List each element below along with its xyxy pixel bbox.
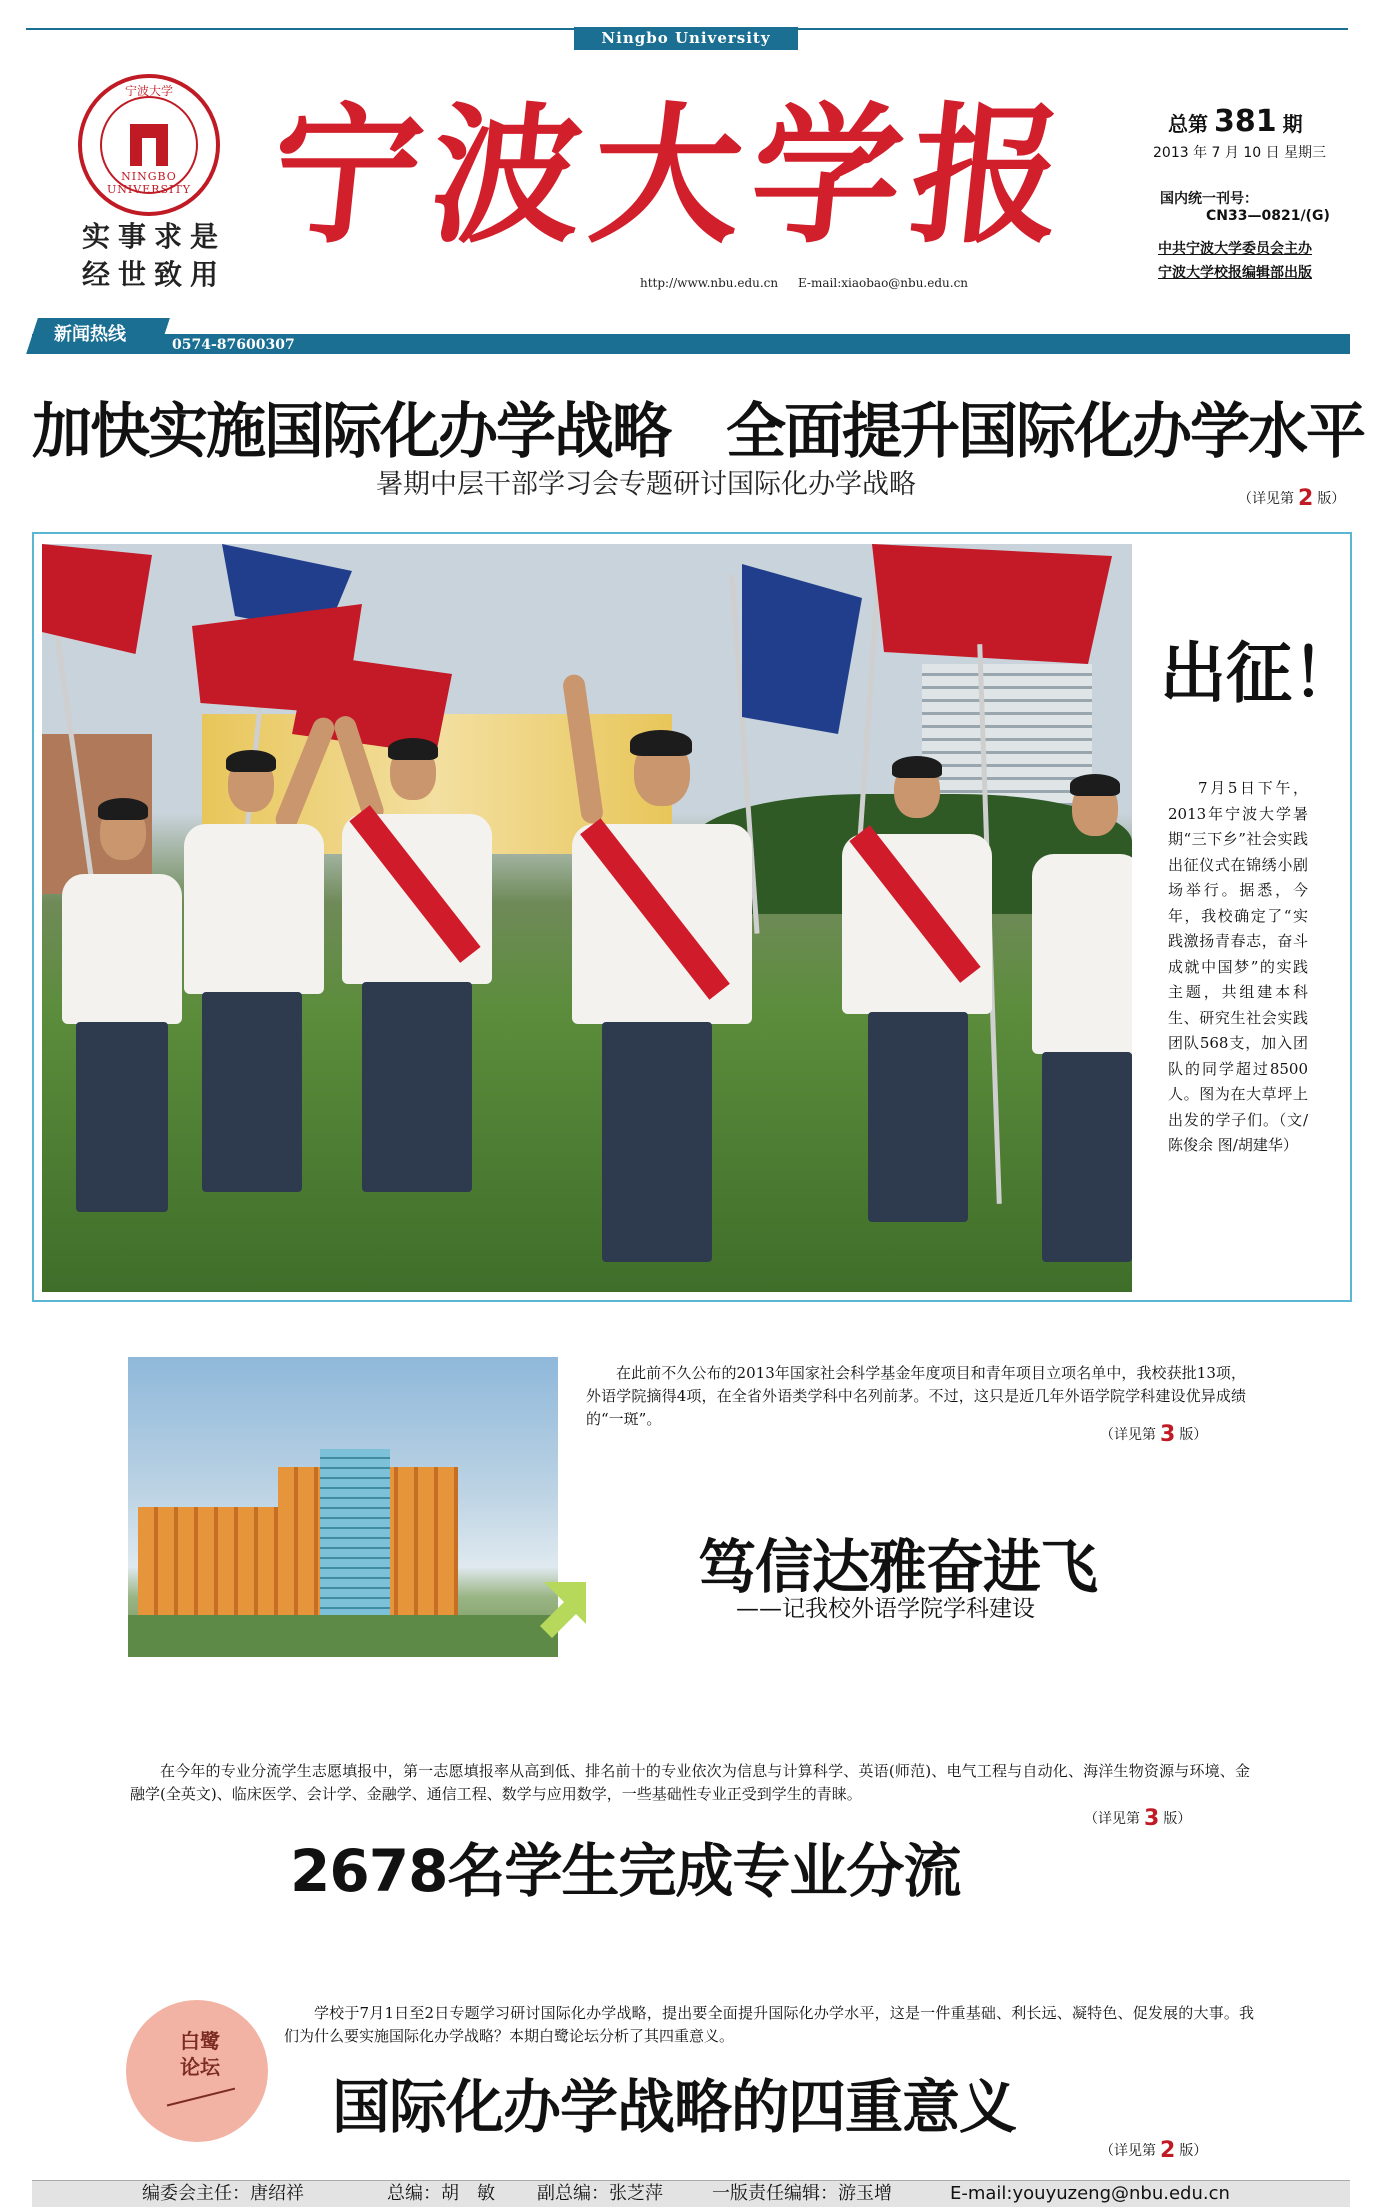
student-figure (42, 544, 1132, 1292)
lead-page-reference[interactable] (1238, 486, 1358, 511)
contact-line (640, 276, 1060, 290)
ref-page-number: 3 (1160, 1422, 1176, 1447)
lead-subhead: 暑期中层干部学习会专题研讨国际化办学战略 (376, 469, 916, 500)
student-jeans (1042, 1052, 1132, 1262)
motto-line-2: 经世致用 (81, 258, 226, 291)
ref-suffix: 版） (1317, 491, 1346, 507)
story4-title[interactable]: 国际化办学战略的四重意义 (332, 2073, 1017, 2141)
hotline-label: 新闻热线 (54, 324, 126, 345)
seal-text: NINGBO UNIVERSITY (107, 170, 191, 196)
motto (74, 218, 234, 294)
story4-summary: 学校于7月1日至2日专题学习研讨国际化办学战略，提出要全面提升国际化办学水平，这是一件重基础、利长远、凝特色、促发展的大事。我们为什么要实施国际化办学战略？本期白鹭论坛分析了其四重意义。 (284, 2004, 1254, 2045)
students-departure-photo (42, 544, 1132, 1292)
publisher: 宁波大学校报编辑部出版 (1158, 265, 1312, 281)
cn-label: 国内统一刊号： (1160, 191, 1258, 207)
photo-title: 出征！ (1160, 635, 1358, 712)
hotline-phone: 0574-87600307 (172, 337, 295, 353)
ref-prefix: （详见第 (1084, 1811, 1140, 1827)
student-hair (388, 738, 438, 760)
story4-page-reference[interactable] (1100, 2138, 1220, 2163)
footer-director: 编委会主任：唐绍祥 (142, 2183, 304, 2204)
student-jeans (202, 992, 302, 1192)
ref-page-number: 3 (1144, 1806, 1160, 1831)
photo-building-glass (320, 1449, 390, 1617)
seal-building-icon (130, 124, 168, 166)
ref-suffix: 版） (1179, 2143, 1208, 2159)
student-shirt (184, 824, 324, 994)
student-shirt (62, 874, 182, 1024)
issue-date: 2013 年 7 月 10 日 星期三 (1153, 145, 1327, 161)
email-link[interactable]: E-mail:xiaobao@nbu.edu.cn (797, 276, 969, 290)
student-arm (272, 714, 337, 834)
story2-subtitle: ——记我校外语学院学科建设 (736, 1596, 1035, 1622)
footer-email[interactable]: E-mail:youyuzeng@nbu.edu.cn (950, 2183, 1230, 2204)
university-seal-icon (78, 74, 220, 216)
forum-badge-line-2: 论坛 (180, 2055, 220, 2079)
arrow-icon (538, 1576, 598, 1640)
student-jeans (362, 982, 472, 1192)
story2-summary: 在此前不久公布的2013年国家社会科学基金年度项目和青年项目立项名单中，我校获批13项，外语学院摘得4项，在全省外语类学科中名列前茅。不过，这只是近几年外语学院学科建设优异成绩的“一斑”。 (586, 1364, 1246, 1428)
student-shirt (1032, 854, 1132, 1054)
student-arm (562, 673, 605, 825)
egret-forum-badge-icon (126, 2000, 268, 2142)
footer-page-editor: 一版责任编辑：游玉增 (712, 2183, 892, 2204)
story2-page-reference[interactable] (1100, 1422, 1220, 1447)
ref-prefix: （详见第 (1238, 491, 1294, 507)
english-name-badge: Ningbo University (574, 27, 798, 50)
website-link[interactable]: http://www.nbu.edu.cn (640, 276, 779, 290)
lead-headline-part1: 加快实施国际化办学战略 (32, 397, 670, 467)
footer-chief-editor: 总编：胡 敏 (387, 2183, 495, 2204)
photo-caption: 7月5日下午，2013年宁波大学暑期“三下乡”社会实践出征仪式在锦绣小剧场举行。据悉，今年，我校确定了“实践激扬青春志，奋斗成就中国梦”的实践主题，共组建本科生、研究生社会实践团队568支，加入团队的同学超过8500人。图为在大草坪上出发的学子们。（文/陈俊余 图/胡建华） (1168, 779, 1308, 1154)
issue-num: 381 (1214, 104, 1277, 139)
ref-suffix: 版） (1163, 1811, 1192, 1827)
ref-page-number: 2 (1298, 486, 1314, 511)
student-jeans (76, 1022, 168, 1212)
ref-prefix: （详见第 (1100, 1427, 1156, 1443)
story3-summary: 在今年的专业分流学生志愿填报中，第一志愿填报率从高到低、排名前十的专业依次为信息与计算科学、英语(师范)、电气工程与自动化、海洋生物资源与环境、金融学(全英文)、临床医学、会计学、金融学、通信工程、数学与应用数学，一些基础性专业正受到学生的青睐。 (130, 1762, 1250, 1803)
sponsor: 中共宁波大学委员会主办 (1158, 241, 1312, 257)
issue-prefix: 总第 (1168, 112, 1208, 136)
student-hair (98, 798, 148, 820)
student-jeans (868, 1012, 968, 1222)
lead-headline-part2: 全面提升国际化办学水平 (726, 397, 1364, 467)
story3-title[interactable]: 2678名学生完成专业分流 (290, 1837, 961, 1905)
forum-badge-line-1: 白鹭 (180, 2029, 220, 2053)
student-hair (630, 730, 692, 756)
footer-deputy-editor: 副总编：张芝萍 (537, 2183, 663, 2204)
photo-building-wing (138, 1507, 298, 1617)
student-hair (226, 750, 276, 772)
footer-credits (32, 2180, 1350, 2207)
student-jeans (602, 1022, 712, 1262)
ref-page-number: 2 (1160, 2138, 1176, 2163)
motto-line-1: 实事求是 (81, 220, 226, 253)
foreign-language-college-photo (128, 1357, 558, 1657)
story3-page-reference[interactable] (1084, 1806, 1204, 1831)
issue-suffix: 期 (1282, 112, 1303, 136)
newspaper-title: 宁波大学报 (262, 88, 1082, 264)
student-arm (332, 713, 387, 824)
photo-lawn (128, 1615, 558, 1657)
seal-top-text: 宁波大学 (124, 84, 173, 98)
lead-headline[interactable] (32, 384, 1364, 470)
ref-suffix: 版） (1179, 1427, 1208, 1443)
cn-code: CN33—0821/(G) (1206, 208, 1330, 224)
ref-prefix: （详见第 (1100, 2143, 1156, 2159)
issue-number (1168, 104, 1358, 139)
egret-stroke-icon (167, 2088, 235, 2107)
forum-badge-text (170, 2028, 230, 2080)
student-hair (892, 756, 942, 778)
student-hair (1070, 774, 1120, 796)
story2-title[interactable]: 笃信达雅奋进飞 (698, 1533, 1098, 1601)
